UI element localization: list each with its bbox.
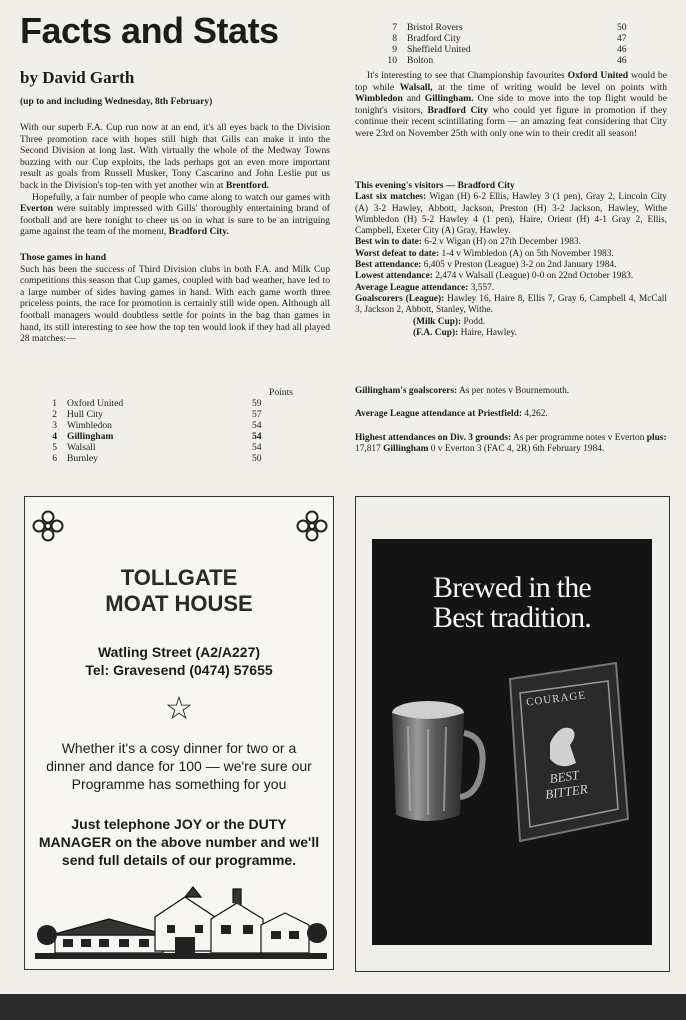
flower-ornament-icon: [31, 509, 65, 543]
worst-defeat-label: Worst defeat to date:: [355, 248, 440, 259]
league-table-rows: [13, 398, 262, 464]
gillingham-goalscorers: [355, 386, 667, 397]
table-position: 1: [52, 398, 57, 409]
best-win-value: 6-2 v Wigan (H) on 27th December 1983.: [421, 237, 581, 248]
average-league-attendance: [355, 283, 667, 294]
best-attendance: [355, 260, 667, 271]
hotel-call-to-action: Just telephone JOY or the DUTY MANAGER on the above number and we'll send full details of our programme.: [38, 816, 320, 868]
hotel-name-line-1: TOLLGATE: [120, 565, 238, 590]
best-attendance-value: 6,405 v Preston (League) 3-2 on 2nd January 1984.: [421, 260, 617, 271]
highest-attendances-plus: plus:: [646, 432, 667, 443]
analysis-text: at the time of writing would be level on points with: [432, 81, 667, 93]
analysis-text: and: [402, 93, 425, 105]
intro2-bradford: Bradford City.: [168, 226, 229, 238]
highest-attendance-entry: [355, 444, 667, 455]
hotel-name: [25, 565, 333, 617]
headline-line-1: Brewed in the: [433, 571, 591, 604]
hotel-description: Whether it's a cosy dinner for two or a dinner and dance for 100 — we're sure our Programme has something for you: [46, 740, 312, 792]
table-position: 2: [52, 409, 57, 420]
highest-attendances-text: As per programme notes v Everton: [511, 432, 647, 443]
analysis-walsall: Walsall,: [399, 81, 433, 93]
analysis-oxford: Oxford United: [567, 70, 629, 81]
page-footer-strip: [0, 994, 686, 1020]
table-position: 7: [392, 22, 397, 33]
avg-attendance-label: Average League attendance:: [355, 282, 469, 293]
table-team: Bolton: [407, 55, 434, 66]
analysis-wimbledon: Wimbledon: [355, 93, 403, 105]
last-six-matches: [355, 192, 667, 237]
lowest-attendance: [355, 271, 667, 282]
table-points: 47: [617, 33, 627, 44]
gillingham-scorers-label: Gillingham's goalscorers:: [355, 386, 458, 396]
beer-tankard-icon: [386, 687, 486, 835]
fa-cup-label: (F.A. Cup):: [413, 327, 459, 338]
league-table-row: [13, 409, 262, 420]
intro2-text-a: Hopefully, a fair number of people who came along to watch our games with: [32, 191, 330, 203]
analysis-gillingham: Gillingham.: [424, 93, 474, 105]
table-team: Hull City: [67, 409, 103, 420]
table-points: 46: [617, 55, 627, 66]
league-table-row: [353, 22, 627, 33]
table-position: 10: [387, 55, 397, 66]
avg-attendance-value: 3,557.: [468, 282, 495, 293]
lowest-attendance-value: 2,474 v Walsall (League) 0-0 on 22nd October 1983.: [432, 271, 634, 282]
attendance-figure: 17,817: [355, 443, 384, 454]
courage-box-icon: [490, 659, 636, 849]
table-points: 50: [617, 22, 627, 33]
league-goalscorers-value: Hawley 16, Haire 8, Ellis 7, Gray 6, Campbell 4, McCall 3, Jackson 2, Abbott, Stanley, Withe.: [355, 293, 667, 316]
league-goalscorers-label: Goalscorers (League):: [355, 293, 445, 304]
table-team: Sheffield United: [407, 44, 471, 55]
lowest-attendance-label: Lowest attendance:: [355, 271, 433, 282]
table-position: 3: [52, 420, 57, 431]
table-team: Gillingham: [67, 431, 114, 442]
analysis-text: would be top while: [355, 70, 667, 93]
league-goalscorers: [355, 294, 667, 317]
hotel-address: [25, 643, 333, 679]
box-label-best: BEST: [548, 767, 580, 787]
priestfield-attendance-label: Average League attendance at Priestfield:: [355, 409, 522, 420]
league-table-continued: [353, 22, 627, 66]
box-brand: COURAGE: [525, 689, 587, 709]
analysis-bradford: Bradford City: [427, 104, 489, 116]
table-team: Burnley: [67, 453, 98, 464]
best-win-label: Best win to date:: [355, 237, 422, 248]
fa-cup-value: Haire, Hawley.: [458, 327, 517, 338]
flower-ornament-icon: [295, 509, 329, 543]
league-table-row: [13, 420, 262, 431]
league-table-row: [13, 398, 262, 409]
priestfield-attendance-value: 4,262.: [521, 409, 548, 420]
table-points: 57: [252, 409, 262, 420]
tollgate-advert: [24, 496, 334, 970]
hand-paragraph: Such has been the success of Third Division clubs in both F.A. and Milk Cup competitions this season that Cup games, coupled with bad weather, have led to a large number of sides having games in hand. With each game worth three priceless points, the race for promotion is certainly still wide open. Although all football managers would doubtless settle for points in the bag than games in hand, its still interesting to see how the top ten would look if they had all played 28 matches:—: [20, 263, 330, 345]
intro-brentford: Brentford.: [225, 179, 270, 191]
page-title: Facts and Stats: [20, 10, 279, 51]
analysis-text: It's interesting to see that Championship favourites: [367, 70, 568, 81]
table-position: 4: [52, 431, 57, 442]
analysis-text: who could yet figure in promotion if they continue their recent scintillating form — an amazing feat considering that City were 23rd on November 25th with only one win to their credit all season!: [355, 104, 668, 139]
intro2-everton: Everton: [20, 203, 54, 215]
worst-defeat-value: 1-4 v Wimbledon (A) on 5th November 1983.: [439, 248, 614, 259]
intro-paragraph-2: [20, 192, 330, 238]
analysis-text: One side to move into the top flight would be tonight's visitors,: [355, 93, 667, 116]
hotel-building-illustration: [35, 877, 327, 963]
last-six-value: Wigan (H) 6-2 Ellis, Hawley 3 (1 pen), Gray 2, Lincoln City (A) 3-2 Hawley, Abbott, Jackson, Preston (H) 3-2 Jackson, Hawley, Withe Wimbledon (H) 5-2 Hawley 4 (1 pen), Haire, Orient (H) 4-1 Gray 2, Ellis, Campbell, Exeter City (A) Gray, Hawley.: [355, 192, 667, 237]
star-icon: ☆: [164, 690, 194, 726]
attendance-result: 0 v Everton 3 (FAC 4, 2R) 6th February 1984.: [428, 443, 605, 454]
league-table-row: [353, 33, 627, 44]
priestfield-attendance: [355, 409, 667, 420]
intro-text: With our superb F.A. Cup run now at an end, it's all eyes back to the Division Three promotion race with hopes still high that Gills can make it into the Second Division at long last. With virtually the whole of the Medway Towns buzzing with our Cup exploits, the lads perhaps got an even more important result as goals from Russell Musker, Tony Cascarino and John Leslie put us back in the Division's top-ten with yet another win at: [20, 122, 330, 191]
dateline: (up to and including Wednesday, 8th February): [20, 97, 213, 107]
intro-paragraph-1: [20, 122, 330, 192]
league-table-row: [353, 44, 627, 55]
byline: by David Garth: [20, 68, 135, 87]
worst-defeat: [355, 249, 667, 260]
hotel-name-line-2: MOAT HOUSE: [105, 591, 253, 616]
fa-cup-goalscorers: [355, 328, 667, 339]
table-points: 59: [252, 398, 262, 409]
best-win: [355, 237, 667, 248]
advert-headline: [372, 573, 652, 633]
league-table-row: [13, 431, 262, 442]
league-table-row: [353, 55, 627, 66]
table-team: Bristol Rovers: [407, 22, 463, 33]
box-label-bitter: BITTER: [544, 781, 589, 802]
hand-heading: Those games in hand: [20, 251, 107, 263]
milk-cup-label: (Milk Cup):: [413, 316, 462, 327]
table-points: 54: [252, 420, 262, 431]
table-position: 9: [392, 44, 397, 55]
table-team: Wimbledon: [67, 420, 112, 431]
headline-line-2: Best tradition.: [433, 601, 591, 634]
league-table-top: [13, 387, 293, 464]
milk-cup-goalscorers: [355, 317, 667, 328]
hotel-street: Watling Street (A2/A227): [97, 644, 261, 660]
highest-attendances: [355, 433, 667, 444]
courage-advert: [355, 496, 670, 972]
analysis-paragraph: [355, 70, 667, 140]
advert-panel: [372, 539, 652, 945]
points-header: Points: [269, 387, 293, 398]
table-position: 8: [392, 33, 397, 44]
table-team: Bradford City: [407, 33, 461, 44]
left-column: [20, 122, 330, 345]
table-team: Oxford United: [67, 398, 124, 409]
table-position: 5: [52, 442, 57, 453]
gillingham-section: [355, 386, 667, 455]
visitors-heading: This evening's visitors — Bradford City: [355, 181, 515, 191]
league-table-row: [13, 453, 262, 464]
table-team: Walsall: [67, 442, 96, 453]
attendance-team: Gillingham: [383, 443, 429, 454]
intro2-text-b: were suitably impressed with Gills' thoroughly entertaining brand of football and are here tonight to cheer us on in what is sure to be an intriguing game against the team of the moment,: [20, 203, 330, 238]
last-six-label: Last six matches:: [355, 192, 427, 203]
milk-cup-value: Podd.: [461, 316, 486, 327]
table-points: 46: [617, 44, 627, 55]
gillingham-scorers-value: As per notes v Bournemouth.: [457, 386, 570, 396]
box-label: [542, 766, 588, 802]
visitors-section: [355, 181, 667, 339]
table-points: 54: [252, 442, 262, 453]
best-attendance-label: Best attendance:: [355, 260, 422, 271]
table-points: 50: [252, 453, 262, 464]
table-points: 54: [252, 431, 262, 442]
table-position: 6: [52, 453, 57, 464]
hotel-telephone: Tel: Gravesend (0474) 57655: [85, 662, 273, 678]
league-table-row: [13, 442, 262, 453]
highest-attendances-label: Highest attendances on Div. 3 grounds:: [355, 432, 512, 443]
